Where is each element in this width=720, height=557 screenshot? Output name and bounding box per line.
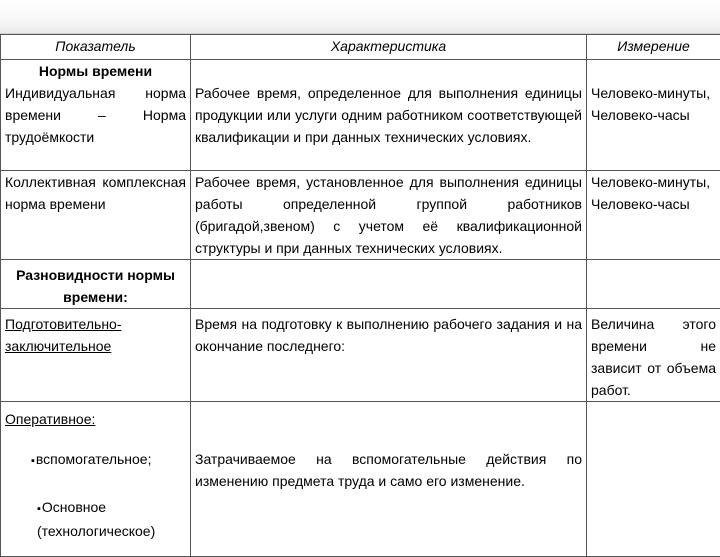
time-norms-table bbox=[0, 34, 720, 557]
measurement-auxiliary bbox=[587, 444, 720, 492]
characteristic-collective: Рабочее время, установленное для выполнения единицы работы определенной группой работников (бригадой,звеном) с учетом её квалификационной структуры и при данных технических условиях. bbox=[191, 171, 587, 260]
characteristic-individual: Рабочее время, определенное для выполнения единицы продукции или услуги одним работником соответствующей квалификации и при данных технических условиях. bbox=[191, 82, 587, 171]
table-row bbox=[1, 492, 720, 557]
indicator-operative-label: Оперативное: bbox=[5, 411, 95, 427]
header-characteristic: Характеристика bbox=[191, 35, 587, 60]
section-varieties-row bbox=[1, 260, 720, 309]
slide-top-bar bbox=[0, 0, 720, 34]
table-row bbox=[1, 309, 720, 402]
header-indicator: Показатель bbox=[1, 35, 191, 60]
indicator-individual: Индивидуальная норма времени – Норма трудоёмкости bbox=[1, 82, 191, 171]
characteristic-prep: Время на подготовку к выполнению рабочего задания и на окончание последнего: bbox=[191, 309, 587, 402]
indicator-auxiliary-label: вспомогательное; bbox=[36, 451, 152, 467]
indicator-auxiliary bbox=[1, 444, 191, 492]
indicator-main bbox=[1, 492, 191, 557]
table-row bbox=[1, 82, 720, 171]
section-title-varieties: Разновидности нормы времени: bbox=[1, 260, 191, 309]
measurement-prep: Величина этого времени не зависит от объема работ. bbox=[587, 309, 720, 402]
indicator-main-label: Основное (технологическое) bbox=[37, 499, 155, 539]
indicator-operative bbox=[1, 402, 191, 445]
measurement-individual: Человеко-минуты, Человеко-часы bbox=[587, 82, 720, 171]
table-row bbox=[1, 171, 720, 260]
indicator-prep-label: Подготовительно-заключительное bbox=[5, 316, 122, 354]
section-norms-row bbox=[1, 60, 720, 83]
table-row bbox=[1, 444, 720, 492]
header-row bbox=[1, 35, 720, 60]
table-row bbox=[1, 402, 720, 445]
indicator-prep bbox=[1, 309, 191, 402]
section-title-norms: Нормы времени bbox=[1, 60, 191, 83]
characteristic-auxiliary: Затрачиваемое на вспомогательные действия по изменению предмета труда и само его изменение. bbox=[191, 444, 587, 492]
measurement-collective: Человеко-минуты, Человеко-часы bbox=[587, 171, 720, 260]
header-measurement: Измерение bbox=[587, 35, 720, 60]
indicator-collective: Коллективная комплексная норма времени bbox=[1, 171, 191, 260]
